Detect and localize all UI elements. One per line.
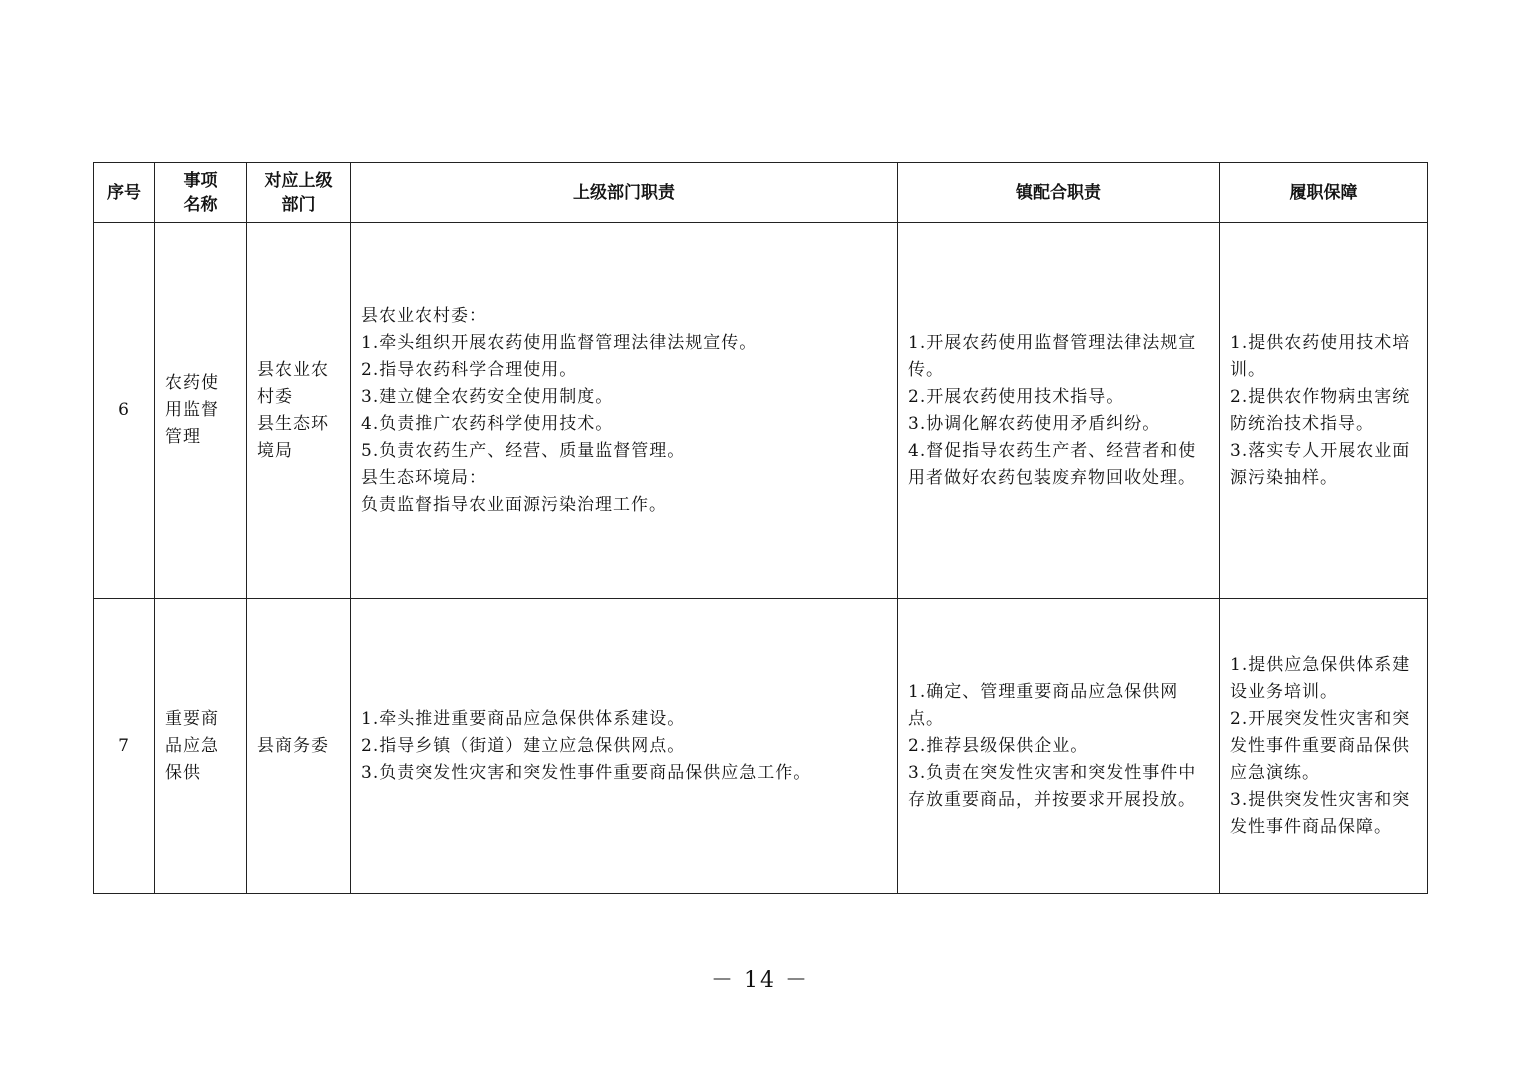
row-town-duties: 1.开展农药使用监督管理法律法规宣传。 2.开展农药使用技术指导。 3.协调化解农药使用矛盾纠纷。 4.督促指导农药生产者、经营者和使用者做好农药包装废弃物回收处理。 — [898, 223, 1220, 599]
row-superior-dept: 县农业农 村委 县生态环 境局 — [247, 223, 351, 599]
responsibility-table — [93, 162, 1428, 894]
row-guarantee: 1.提供农药使用技术培训。 2.提供农作物病虫害统防统治技术指导。 3.落实专人开展农业面源污染抽样。 — [1220, 223, 1428, 599]
row-item-name: 重要商 品应急 保供 — [155, 599, 247, 894]
row-superior-dept: 县商务委 — [247, 599, 351, 894]
header-superior-dept: 对应上级 部门 — [247, 163, 351, 223]
row-seq: 7 — [94, 599, 155, 894]
page-number: － 14 － — [711, 968, 809, 993]
row-superior-duties: 县农业农村委： 1.牵头组织开展农药使用监督管理法律法规宣传。 2.指导农药科学合理使用。 3.建立健全农药安全使用制度。 4.负责推广农药科学使用技术。 5.负责农药生产、经营、质量监督管理。 县生态环境局： 负责监督指导农业面源污染治理工作。 — [351, 223, 898, 599]
header-guarantee: 履职保障 — [1220, 163, 1428, 223]
header-town-duties: 镇配合职责 — [898, 163, 1220, 223]
row-guarantee: 1.提供应急保供体系建设业务培训。 2.开展突发性灾害和突发性事件重要商品保供应急演练。 3.提供突发性灾害和突发性事件商品保障。 — [1220, 599, 1428, 894]
header-item-name: 事项 名称 — [155, 163, 247, 223]
table-header-row — [94, 163, 1428, 223]
row-seq: 6 — [94, 223, 155, 599]
row-town-duties: 1.确定、管理重要商品应急保供网点。 2.推荐县级保供企业。 3.负责在突发性灾害和突发性事件中存放重要商品，并按要求开展投放。 — [898, 599, 1220, 894]
row-item-name: 农药使 用监督 管理 — [155, 223, 247, 599]
table-row — [94, 223, 1428, 599]
table-row — [94, 599, 1428, 894]
header-seq: 序号 — [94, 163, 155, 223]
row-superior-duties: 1.牵头推进重要商品应急保供体系建设。 2.指导乡镇（街道）建立应急保供网点。 3.负责突发性灾害和突发性事件重要商品保供应急工作。 — [351, 599, 898, 894]
header-superior-duties: 上级部门职责 — [351, 163, 898, 223]
